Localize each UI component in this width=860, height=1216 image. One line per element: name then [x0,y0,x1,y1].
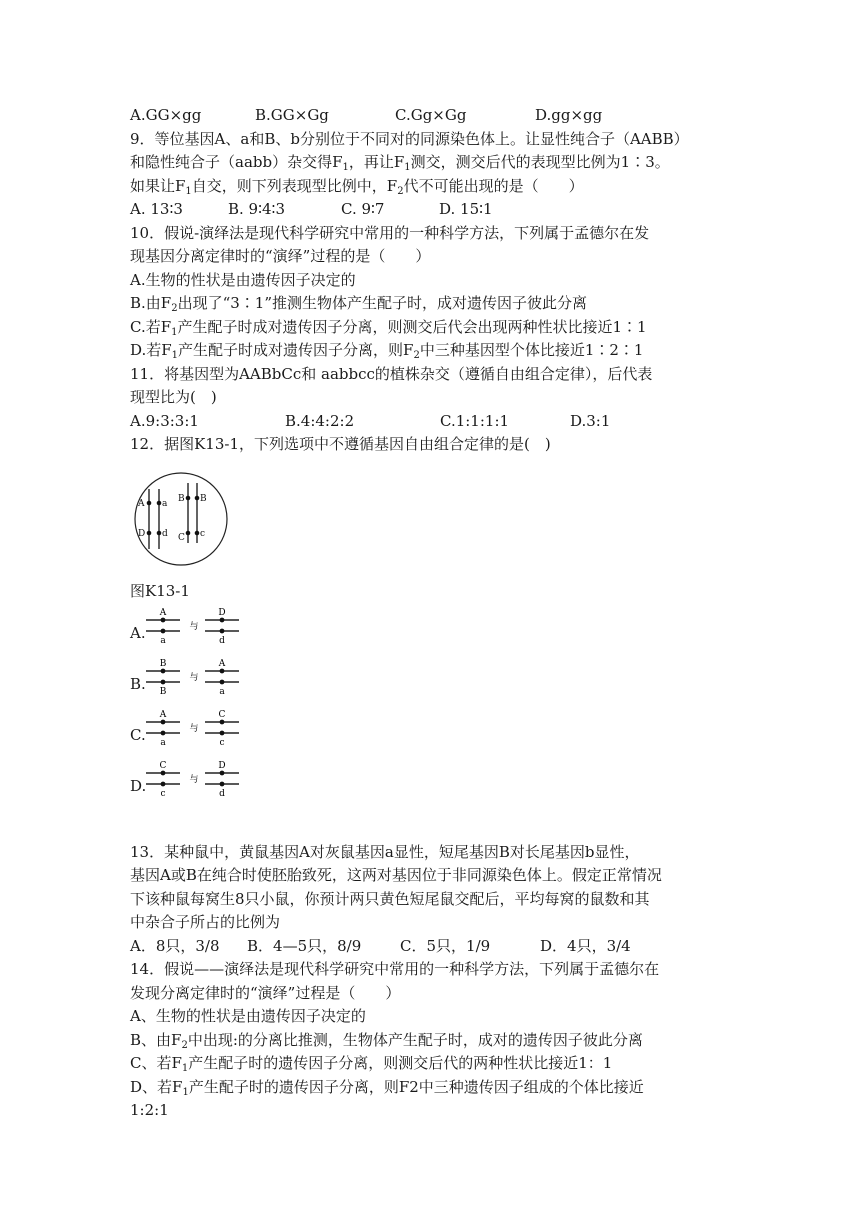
q9-option-a: A. 13∶3 [130,200,183,218]
q12-option-a [130,604,740,655]
q13-options [130,935,740,959]
q9-options [130,198,740,222]
gene-locus-dot [161,628,166,633]
subscript: 1 [182,1086,189,1098]
chromosome-pair-diagram [146,706,242,756]
q9-text: 如果让F [130,176,186,195]
chromosome-pair-diagram [146,757,242,807]
q11-option-b: B.4:4:2:2 [285,411,355,430]
allele-label: d [219,788,225,799]
q8-option-d: D.gg×gg [535,106,603,124]
q9-stem-line3 [130,175,740,199]
q11-stem-line1: 11．将基因型为AABbCc和 aabbcc的植株杂交（遵循自由组合定律），后代表 [130,364,653,383]
gene-locus-dot [161,617,166,622]
gene-locus-dot [220,719,225,724]
q14-stem-line1: 14．假说——演绎法是现代科学研究中常用的一种科学方法，下列属于孟德尔在 [130,960,660,978]
cell-label: B [178,493,185,504]
subscript: 2 [181,1039,188,1051]
q10-stem-line1: 10．假说-演绎法是现代科学研究中常用的一种科学方法，下列属于孟德尔在发 [130,223,650,242]
subscript: 1 [404,162,411,173]
allele-label: B [159,686,167,697]
q14-text: C、若F [130,1054,182,1072]
q9-text: 和隐性纯合子（aabb）杂交得F [130,153,343,171]
q8-option-c: C.Gg×Gg [395,106,467,124]
allele-label: C [159,760,167,771]
q9-option-c: C. 9∶7 [341,200,385,218]
gene-locus-dot [220,668,225,673]
cell-label: D [138,528,146,539]
allele-label: a [219,686,225,697]
q10-text: 产生配子时成对遗传因子分离，则F [178,341,414,359]
option-label: C. [130,725,146,744]
subscript: 1 [185,185,192,197]
q9-stem-line2 [130,151,740,175]
q13-stem-line3: 下该种鼠每窝生8只小鼠，你预计两只黄色短尾鼠交配后，平均每窝的鼠数和其 [130,889,650,908]
q11-option-d: D.3:1 [570,411,611,430]
gene-locus-dot [220,679,225,684]
q14-text: 中出现:的分离比推测，生物体产生配子时，成对的遗传因子彼此分离 [187,1030,643,1049]
gene-locus-dot [161,719,166,724]
cell-label: a [162,498,168,509]
figure-caption: 图K13-1 [130,582,190,600]
cell-diagram [133,471,229,567]
cell-label: C [178,532,185,543]
q14-stem-line2: 发现分离定律时的“演绎”过程是（ ） [130,983,401,1002]
chromosome-pair-diagram [146,604,242,654]
q10-option-c [130,316,740,340]
gene-locus-dot [220,730,225,735]
subscript: 2 [171,303,178,314]
q9-text: ，再让F [348,153,405,171]
subscript: 1 [171,350,179,361]
subscript: 1 [181,1063,189,1074]
q8-options [130,104,740,128]
option-label: B. [130,674,146,693]
q14-option-d [130,1076,740,1100]
q11-option-a: A.9:3:3:1 [130,411,199,430]
subscript: 2 [413,350,420,361]
allele-label: C [218,709,226,720]
connector-text: 与 [189,672,199,683]
q14-text: B、由F [130,1030,182,1049]
allele-label: c [160,788,166,799]
subscript: 1 [342,162,349,173]
q13-stem-line1: 13．某种鼠中，黄鼠基因A对灰鼠基因a显性，短尾基因B对长尾基因b显性， [130,842,640,861]
connector-text: 与 [189,774,199,785]
allele-label: A [218,658,226,669]
allele-label: a [160,635,166,646]
cell-label: d [162,528,168,539]
q12-option-d [130,757,740,808]
allele-label: D [218,760,226,771]
gene-locus-dot [220,781,225,786]
q10-text: C.若F [130,317,172,336]
allele-label: d [219,635,225,646]
allele-label: a [160,737,166,748]
connector-text: 与 [189,621,199,632]
chromosome-pair-diagram [146,655,242,705]
q14-text: 产生配子时的遗传因子分离，则F2中三种遗传因子组成的个体比接近 [188,1077,644,1096]
gene-locus-dot [220,617,225,622]
q9-text: 测交，测交后代的表现型比例为1∶3。 [410,153,670,171]
q10-text: 中三种基因型个体比接近1∶2∶1 [419,341,644,359]
q13-option-b: B．4—5只，8/9 [247,936,362,955]
q10-text: D.若F [130,341,172,359]
allele-label: B [159,658,167,669]
q14-text: D、若F [130,1077,183,1096]
document-page [130,104,740,1123]
option-label: A. [130,623,146,642]
q14-option-a: A、生物的性状是由遗传因子决定的 [130,1007,366,1025]
q8-option-b: B.GG×Gg [255,106,329,124]
q13-stem-line4: 中杂合子所占的比例为 [130,913,281,931]
q10-option-b [130,292,740,316]
subscript: 2 [397,185,404,197]
allele-label: D [218,607,226,618]
q11-option-c: C.1:1:1:1 [440,411,510,430]
q14-option-d-cont: 1:2:1 [130,1101,169,1119]
gene-locus-dot [161,668,166,673]
q14-option-b [130,1029,740,1053]
q13-option-a: A．8只，3/8 [130,936,220,955]
gene-locus-dot [220,770,225,775]
gene-locus-dot [220,628,225,633]
subscript: 1 [171,326,178,338]
q14-option-c [130,1052,740,1076]
allele-label: A [159,607,167,618]
q9-text: 代不可能出现的是（ ） [403,176,584,195]
gene-locus-dot [161,770,166,775]
q9-text: 自交，则下列表现型比例中，F [191,176,398,195]
q12-options [130,604,740,808]
q10-text: 出现了“3∶1”推测生物体产生配子时，成对遗传因子彼此分离 [177,294,588,312]
connector-text: 与 [189,723,199,734]
q12-stem: 12．据图K13-1，下列选项中不遵循基因自由组合定律的是( ) [130,435,551,453]
q14-text: 产生配子时的遗传因子分离，则测交后代的两种性状比接近1：1 [188,1054,613,1072]
q10-stem-line2: 现基因分离定律时的“演绎”过程的是（ ） [130,247,431,265]
option-label: D. [130,776,147,795]
q12-option-b [130,655,740,706]
gene-locus-dot [161,679,166,684]
q12-option-c [130,706,740,757]
q10-text: B.由F [130,294,172,312]
q10-text: 产生配子时成对遗传因子分离，则测交后代会出现两种性状比接近1∶1 [177,317,647,336]
q9-stem-line1: 9．等位基因A、a和B、b分别位于不同对的同源染色体上。让显性纯合子（AABB） [130,129,689,148]
q10-option-d [130,339,740,363]
q9-option-b: B. 9∶4∶3 [228,200,285,218]
allele-label: c [219,737,225,748]
q13-option-d: D．4只，3/4 [540,936,631,955]
q10-option-a: A.生物的性状是由遗传因子决定的 [130,270,356,289]
cell-label: c [200,528,206,539]
q11-stem-line2: 现型比为( ) [130,388,217,406]
q8-option-a: A.GG×gg [130,106,202,124]
q9-option-d: D. 15∶1 [439,200,493,218]
gene-locus-dot [161,781,166,786]
q11-options [130,410,740,434]
q13-stem-line2: 基因A或B在纯合时使胚胎致死，这两对基因位于非同源染色体上。假定正常情况 [130,866,662,884]
allele-label: A [159,709,167,720]
q13-option-c: C．5只，1/9 [400,936,491,955]
gene-locus-dot [161,730,166,735]
cell-label: A [138,498,145,509]
cell-label: B [200,493,207,504]
